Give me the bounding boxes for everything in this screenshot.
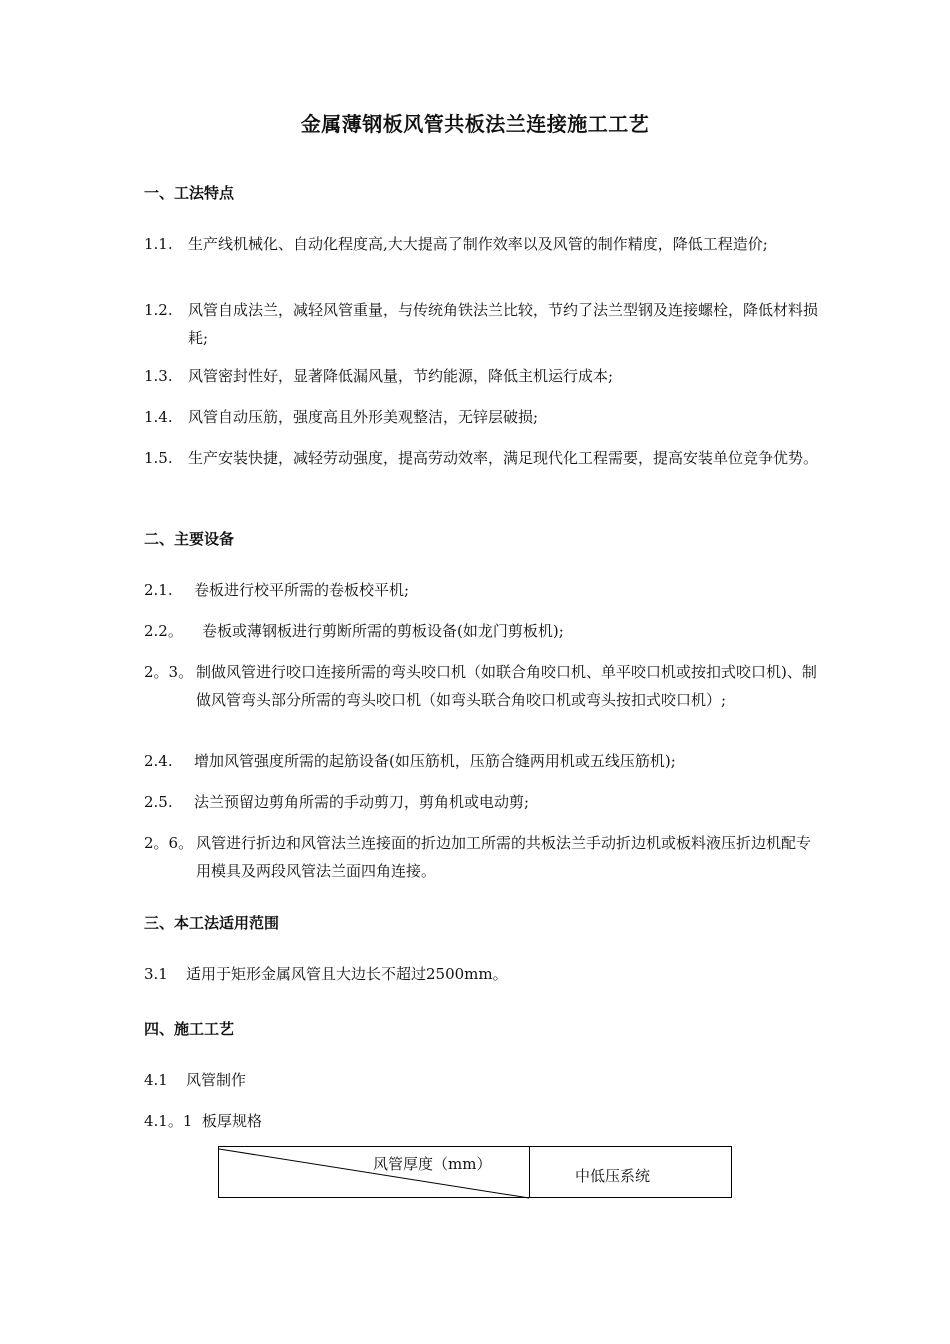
list-item	[144, 576, 824, 604]
item-text: 法兰预留边剪角所需的手动剪刀，剪角机或电动剪;	[194, 793, 530, 811]
section-heading-features: 一、工法特点	[144, 184, 235, 202]
item-text: 风管进行折边和风管法兰连接面的折边加工所需的共板法兰手动折边机或板料液压折边机配专用模具及两段风管法兰面四角连接。	[196, 834, 812, 880]
item-text: 卷板进行校平所需的卷板校平机;	[194, 581, 410, 599]
section-heading-process: 四、施工工艺	[144, 1020, 235, 1038]
item-number: 2.5.	[144, 793, 173, 811]
list-item	[144, 617, 824, 645]
item-text: 制做风管进行咬口连接所需的弯头咬口机（如联合角咬口机、单平咬口机或按扣式咬口机)、制做风管弯头部分所需的弯头咬口机（如弯头联合角咬口机或弯头按扣式咬口机）;	[196, 663, 817, 709]
item-text: 适用于矩形金属风管且大边长不超过2500mm。	[186, 965, 508, 983]
list-item	[144, 747, 824, 775]
table-header-low-medium-pressure: 中低压系统	[575, 1167, 651, 1185]
item-number: 1.4.	[144, 408, 173, 426]
item-number: 2.1.	[144, 581, 173, 599]
item-text: 增加风管强度所需的起筋设备(如压筋机，压筋合缝两用机或五线压筋机);	[194, 752, 676, 770]
list-item	[144, 658, 824, 714]
list-item	[144, 403, 824, 431]
item-number: 3.1	[144, 965, 168, 983]
item-number: 2.2。	[144, 622, 183, 640]
list-item	[144, 444, 824, 472]
item-text: 风管自成法兰，减轻风管重量，与传统角铁法兰比较，节约了法兰型钢及连接螺栓，降低材料损耗;	[188, 301, 819, 347]
subsection-thickness-spec	[144, 1107, 824, 1135]
thickness-table	[218, 1146, 732, 1198]
list-item	[144, 362, 824, 390]
table-header-duct-thickness: 风管厚度（mm）	[373, 1155, 492, 1173]
list-item	[144, 296, 824, 352]
document-title: 金属薄钢板风管共板法兰连接施工工艺	[300, 112, 650, 136]
item-text: 板厚规格	[202, 1112, 263, 1130]
item-text: 风管密封性好，显著降低漏风量，节约能源，降低主机运行成本;	[188, 367, 614, 385]
list-item	[144, 960, 824, 988]
item-text: 生产线机械化、自动化程度高,大大提高了制作效率以及风管的制作精度，降低工程造价;	[188, 235, 768, 253]
list-item	[144, 788, 824, 816]
list-item	[144, 829, 824, 885]
item-text: 生产安装快捷，减轻劳动强度，提高劳动效率，满足现代化工程需要，提高安装单位竞争优势。	[188, 449, 819, 467]
item-number: 4.1	[144, 1071, 168, 1089]
item-text: 风管自动压筋，强度高且外形美观整洁，无锌层破损;	[188, 408, 539, 426]
section-heading-equipment: 二、主要设备	[144, 530, 235, 548]
item-text: 卷板或薄钢板进行剪断所需的剪板设备(如龙门剪板机);	[202, 622, 564, 640]
item-number: 2。3。	[144, 663, 194, 681]
item-number: 1.5.	[144, 449, 173, 467]
section-heading-scope: 三、本工法适用范围	[144, 914, 280, 932]
item-number: 4.1。1	[144, 1112, 193, 1130]
item-number: 1.1.	[144, 235, 173, 253]
item-number: 2。6。	[144, 834, 194, 852]
list-item	[144, 230, 824, 258]
table-column-divider	[529, 1147, 530, 1197]
item-number: 2.4.	[144, 752, 173, 770]
item-number: 1.3.	[144, 367, 173, 385]
subsection-duct-fabrication	[144, 1066, 824, 1094]
item-text: 风管制作	[186, 1071, 247, 1089]
item-number: 1.2.	[144, 301, 173, 319]
